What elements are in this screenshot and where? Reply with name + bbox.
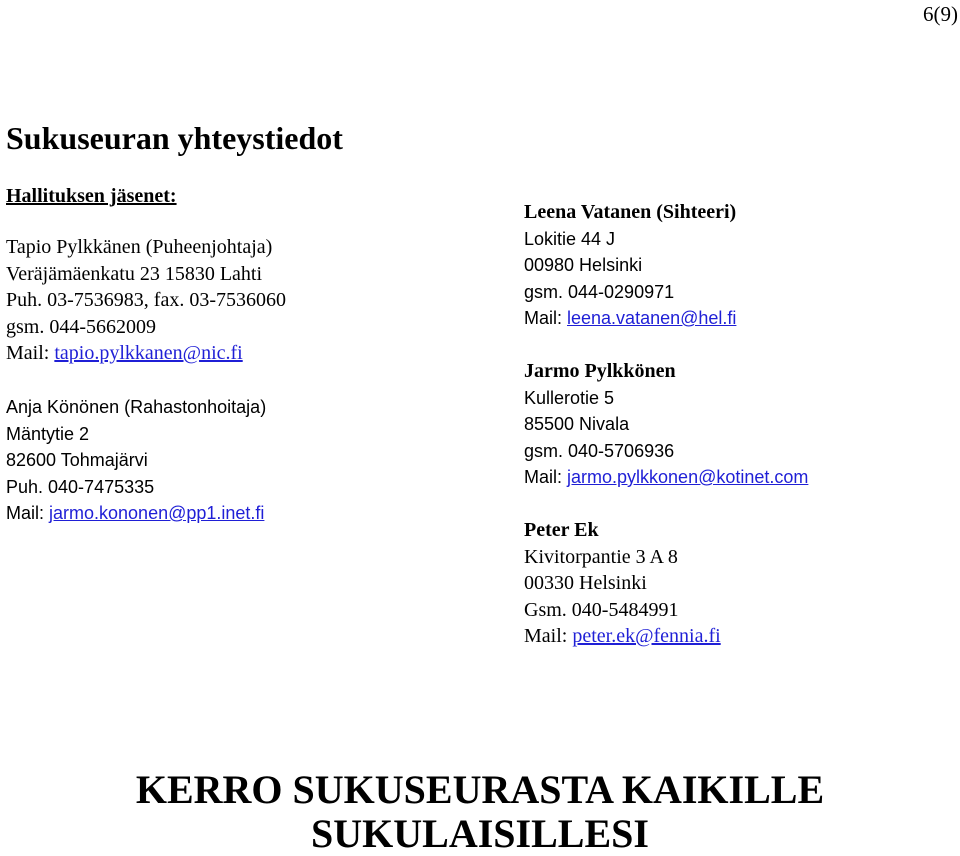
mail-label: Mail: (524, 308, 568, 328)
contact-mail-line (524, 305, 736, 332)
contact-phone: Puh. 040-7475335 (6, 476, 155, 497)
mail-label: Mail: (6, 503, 50, 523)
footer-slogan (0, 768, 960, 856)
page-number: 6(9) (923, 2, 958, 26)
contact-card-chairman (6, 234, 286, 367)
contact-name: Jarmo Pylkkönen (524, 360, 676, 382)
board-members-heading: Hallituksen jäsenet: (6, 185, 177, 207)
contact-phone: Puh. 03-7536983, fax. 03-7536060 (6, 289, 286, 311)
contact-card-secretary (524, 199, 736, 332)
email-link[interactable]: jarmo.kononen@pp1.inet.fi (49, 503, 265, 523)
contact-street: Kivitorpantie 3 A 8 (524, 545, 678, 568)
contact-card-member-pylkkonen (524, 358, 808, 491)
contact-name: Leena Vatanen (Sihteeri) (524, 201, 737, 223)
email-link[interactable]: peter.ek@fennia.fi (572, 625, 721, 647)
contact-phone: Gsm. 040-5484991 (524, 598, 679, 621)
contact-mail-line (524, 464, 808, 491)
contact-city: 00980 Helsinki (524, 255, 643, 275)
contact-city: 00330 Helsinki (524, 572, 647, 594)
contact-street: Lokitie 44 J (524, 228, 616, 249)
contact-city: 82600 Tohmajärvi (6, 450, 148, 470)
footer-line-1: KERRO SUKUSEURASTA KAIKILLE (135, 767, 825, 812)
mail-label: Mail: (6, 342, 55, 364)
contact-mail-line (6, 500, 266, 527)
contact-name: Anja Könönen (Rahastonhoitaja) (6, 397, 267, 417)
contact-mobile: gsm. 044-5662009 (6, 315, 156, 338)
mail-label: Mail: (524, 625, 573, 647)
contact-street: Kullerotie 5 (524, 387, 615, 408)
email-link[interactable]: leena.vatanen@hel.fi (567, 308, 737, 328)
contact-phone: gsm. 044-0290971 (524, 281, 675, 302)
footer-line-2: SUKULAISILLESI (311, 811, 649, 856)
contact-phone: gsm. 040-5706936 (524, 440, 675, 461)
contact-card-member-ek (524, 517, 721, 650)
mail-label: Mail: (524, 467, 568, 487)
email-link[interactable]: tapio.pylkkanen@nic.fi (54, 342, 243, 364)
page-title: Sukuseuran yhteystiedot (6, 120, 343, 156)
contact-city: 85500 Nivala (524, 414, 630, 434)
contact-name: Peter Ek (524, 519, 599, 541)
contact-street: Mäntytie 2 (6, 423, 90, 444)
email-link[interactable]: jarmo.pylkkonen@kotinet.com (567, 467, 809, 487)
contact-mail-line (524, 623, 721, 650)
contact-address: Veräjämäenkatu 23 15830 Lahti (6, 262, 263, 285)
contact-name: Tapio Pylkkänen (Puheenjohtaja) (6, 236, 273, 258)
contact-mail-line (6, 340, 286, 367)
contact-card-treasurer (6, 394, 266, 527)
